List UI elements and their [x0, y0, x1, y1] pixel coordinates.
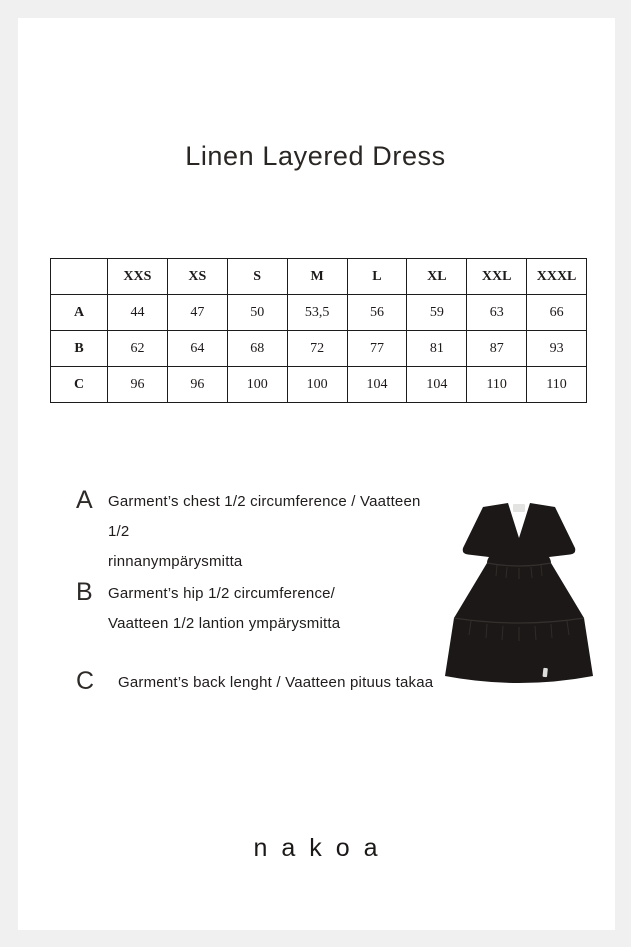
hem-tag — [542, 668, 547, 677]
neck-label — [513, 504, 525, 512]
row-label: A — [51, 295, 108, 331]
legend-text-a — [108, 487, 443, 577]
brand-logo: nakoa — [253, 834, 392, 862]
table-cell: 96 — [108, 367, 168, 403]
legend-item-b — [76, 579, 340, 639]
table-cell: 100 — [287, 367, 347, 403]
legend-letter-b: B — [76, 578, 93, 606]
table-cell: 110 — [467, 367, 527, 403]
legend-text-a-line2: rinnanympärysmitta — [108, 553, 243, 570]
table-header-cell: XXS — [108, 259, 168, 295]
table-header-cell: L — [347, 259, 407, 295]
legend-text-a-line1: Garment’s chest 1/2 circumference / Vaatteen 1/2 — [108, 493, 421, 540]
table-cell: 56 — [347, 295, 407, 331]
table-header-cell: XXL — [467, 259, 527, 295]
table-cell: 77 — [347, 331, 407, 367]
table-cell: 100 — [227, 367, 287, 403]
table-cell: 64 — [167, 331, 227, 367]
table-header-cell: XXXL — [527, 259, 587, 295]
legend-letter-a: A — [76, 486, 93, 514]
table-cell: 53,5 — [287, 295, 347, 331]
table-cell: 87 — [467, 331, 527, 367]
legend-text-b-line1: Garment’s hip 1/2 circumference/ — [108, 585, 336, 602]
table-cell: 104 — [407, 367, 467, 403]
table-cell: 66 — [527, 295, 587, 331]
product-photo-dress — [437, 490, 613, 690]
table-cell: 63 — [467, 295, 527, 331]
table-cell: 50 — [227, 295, 287, 331]
table-header-cell — [51, 259, 108, 295]
table-cell: 59 — [407, 295, 467, 331]
table-cell: 93 — [527, 331, 587, 367]
table-cell: 44 — [108, 295, 168, 331]
table-header-cell: S — [227, 259, 287, 295]
legend-item-c — [76, 668, 433, 698]
dress-silhouette — [445, 503, 593, 683]
table-cell: 47 — [167, 295, 227, 331]
table-cell: 62 — [108, 331, 168, 367]
table-cell: 72 — [287, 331, 347, 367]
legend-text-b-line2: Vaatteen 1/2 lantion ympärysmitta — [108, 615, 341, 632]
table-row — [51, 331, 587, 367]
legend-text-b — [108, 579, 340, 639]
row-label: C — [51, 367, 108, 403]
row-label: B — [51, 331, 108, 367]
table-row — [51, 295, 587, 331]
table-cell: 96 — [167, 367, 227, 403]
size-table — [50, 258, 587, 403]
table-header-cell: XL — [407, 259, 467, 295]
table-cell: 81 — [407, 331, 467, 367]
table-header-cell: M — [287, 259, 347, 295]
legend-text-c — [108, 668, 433, 698]
legend-letter-c: C — [76, 667, 95, 695]
table-cell: 68 — [227, 331, 287, 367]
table-header-row — [51, 259, 587, 295]
table-header-cell: XS — [167, 259, 227, 295]
table-cell: 104 — [347, 367, 407, 403]
table-cell: 110 — [527, 367, 587, 403]
page-title: Linen Layered Dress — [185, 141, 446, 171]
legend-item-a — [76, 487, 443, 577]
legend-text-c-line1: Garment’s back lenght / Vaatteen pituus takaa — [118, 674, 434, 691]
table-row — [51, 367, 587, 403]
